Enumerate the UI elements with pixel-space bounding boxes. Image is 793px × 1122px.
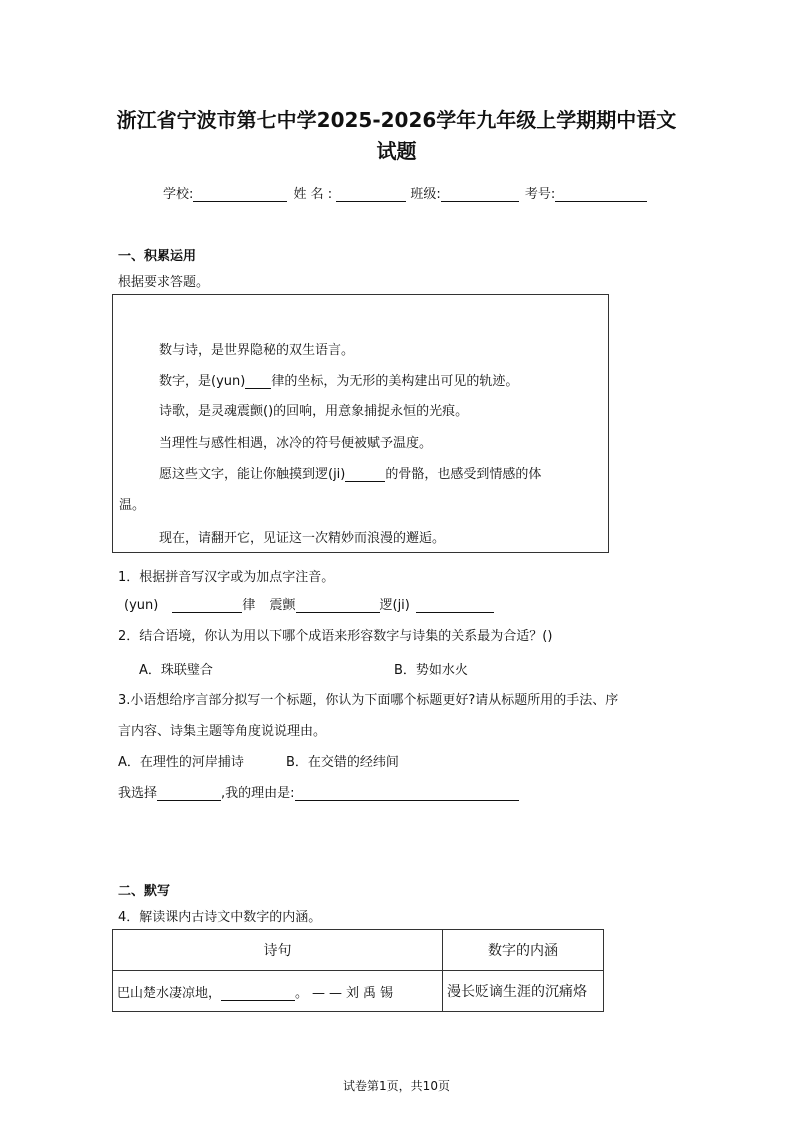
q1-b-blank[interactable] — [296, 598, 380, 613]
passage-p2-start: 数字，是(yun) — [159, 374, 246, 389]
passage-p2 — [159, 370, 518, 389]
q3-option-a[interactable]: A．在理性的河岸捕诗 — [118, 755, 244, 770]
name-blank[interactable] — [336, 187, 406, 202]
passage-p2-end: 律的坐标，为无形的美构建出可见的轨迹。 — [271, 374, 519, 389]
q3-option-b[interactable]: B．在交错的经纬间 — [286, 755, 399, 770]
passage-p3: 诗歌，是灵魂震颤()的回响，用意象捕捉永恒的光痕。 — [159, 404, 469, 419]
section1-instruction: 根据要求答题。 — [118, 275, 210, 290]
passage-box — [112, 294, 609, 553]
q2-option-b[interactable]: B．势如水火 — [394, 663, 468, 678]
poem-table — [112, 929, 604, 1012]
passage-p1: 数与诗，是世界隐秘的双生语言。 — [159, 343, 355, 358]
passage-p5-start: 愿这些文字，能让你触摸到逻(ji) — [159, 467, 346, 482]
table-header-row — [113, 930, 604, 971]
passage-p5 — [159, 463, 541, 482]
poem-blank[interactable] — [221, 986, 295, 1001]
school-blank[interactable] — [193, 187, 287, 202]
q3-line1: 3.小语想给序言部分拟写一个标题，你认为下面哪个标题更好?请从标题所用的手法、序 — [118, 693, 619, 708]
q1-b-label: 震颤 — [269, 598, 296, 613]
name-label: 姓 名 : — [293, 187, 333, 202]
q1-answers — [124, 594, 494, 613]
table-header-poem: 诗句 — [113, 930, 443, 971]
q3-reason-label: ,我的理由是: — [221, 786, 295, 801]
q3-line2: 言内容、诗集主题等角度说说理由。 — [118, 724, 327, 739]
table-header-meaning: 数字的内涵 — [443, 930, 604, 971]
q2-text: 2．结合语境，你认为用以下哪个成语来形容数字与诗集的关系最为合适？() — [118, 629, 553, 644]
q1-text: 1．根据拼音写汉字或为加点字注音。 — [118, 570, 335, 585]
class-label: 班级: — [410, 187, 441, 202]
page-title-line1: 浙江省宁波市第七中学2025-2026学年九年级上学期期中语文 — [116, 108, 677, 132]
school-label: 学校: — [163, 187, 194, 202]
passage-yun-blank — [245, 374, 271, 389]
q1-c-blank[interactable] — [416, 598, 494, 613]
q1-a-blank[interactable] — [172, 598, 242, 613]
page-title-line2: 试题 — [376, 139, 417, 163]
q3-answer-line — [118, 782, 519, 801]
poem-line-start: 巴山楚水凄凉地， — [117, 985, 222, 1001]
table-row — [113, 971, 604, 1012]
class-blank[interactable] — [441, 187, 519, 202]
section1-heading: 一、积累运用 — [118, 249, 197, 264]
passage-p6: 现在，请翻开它，见证这一次精妙而浪漫的邂逅。 — [159, 531, 446, 546]
poem-attribution: 。——刘禹锡 — [295, 985, 398, 1001]
passage-p5-wrap: 温。 — [119, 498, 146, 513]
q2-option-a[interactable]: A．珠联璧合 — [139, 663, 213, 678]
passage-p5-end: 的骨骼，也感受到情感的体 — [385, 467, 542, 482]
section2-heading: 二、默写 — [118, 884, 171, 899]
exam-no-blank[interactable] — [555, 187, 647, 202]
q3-reason-blank[interactable] — [295, 786, 519, 801]
exam-no-label: 考号: — [524, 187, 556, 202]
table-cell-meaning: 漫长贬谪生涯的沉痛烙 — [443, 971, 604, 1012]
student-info-line — [163, 183, 647, 202]
q1-a-suffix: 律 — [242, 598, 256, 613]
q3-choice-blank[interactable] — [157, 786, 221, 801]
q1-c-label: 逻(ji) — [379, 598, 410, 613]
q3-choose-label: 我选择 — [118, 786, 158, 801]
table-cell-poem — [113, 971, 443, 1012]
q4-text: 4．解读课内古诗文中数字的内涵。 — [118, 910, 322, 925]
passage-p4: 当理性与感性相遇，冰冷的符号便被赋予温度。 — [159, 436, 433, 451]
q1-a-label: (yun) — [124, 598, 159, 613]
page-footer: 试卷第1页，共10页 — [343, 1079, 450, 1093]
passage-ji-blank — [345, 467, 385, 482]
